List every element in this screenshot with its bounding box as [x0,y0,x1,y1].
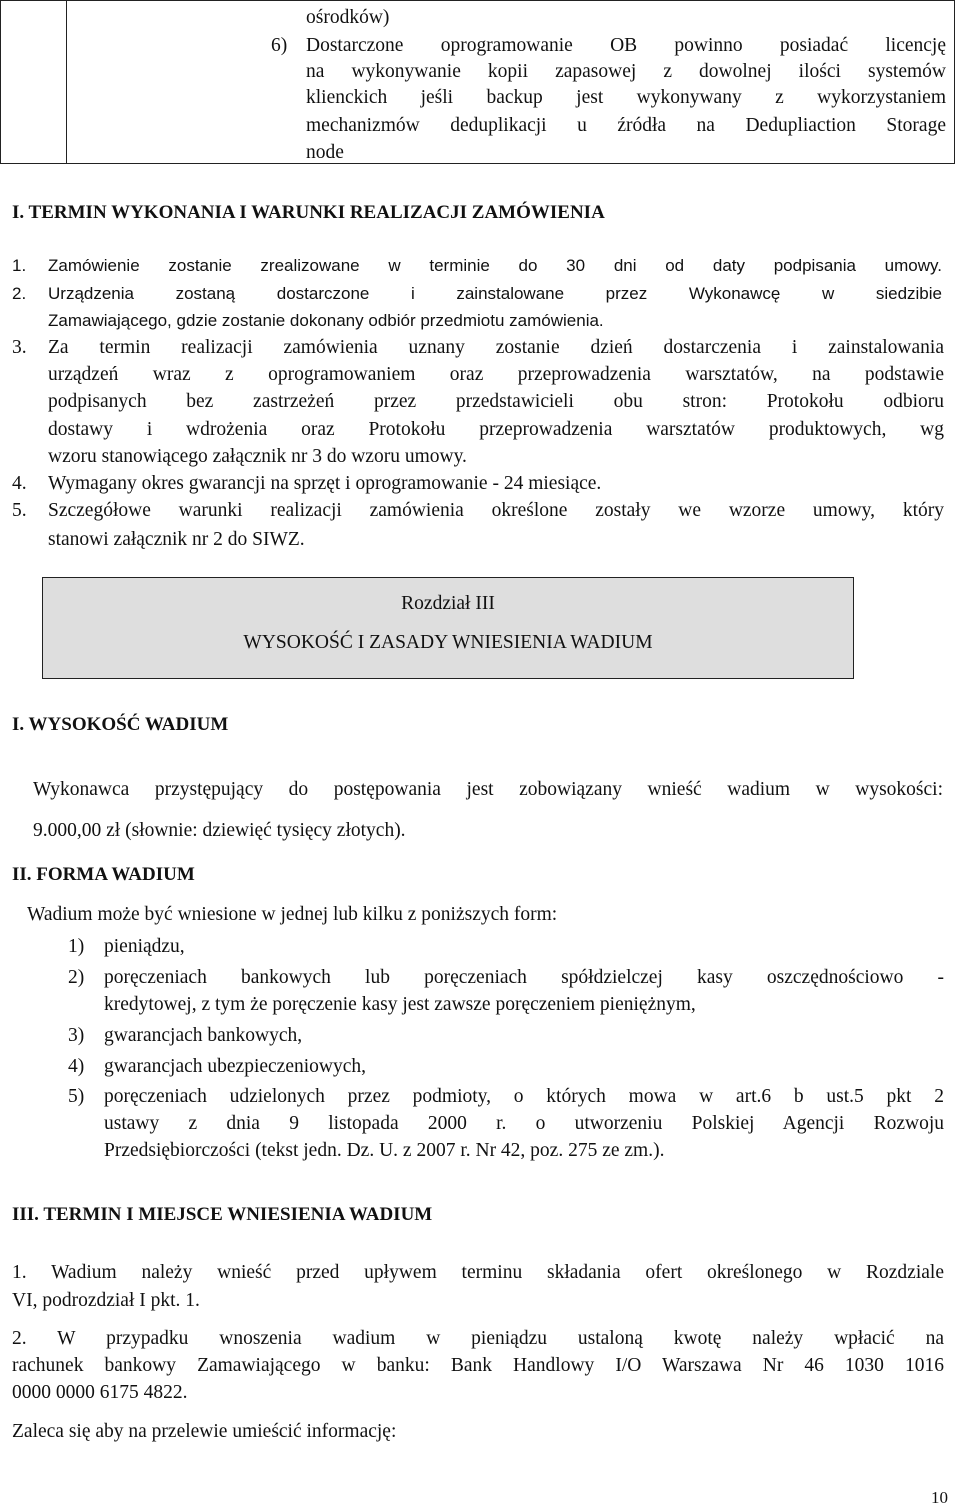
list-item: stanowi załącznik nr 2 do SIWZ. [48,529,305,550]
list-item: poręczeniach udzielonych przez podmioty, o których mowa w art.6 b ust.5 pkt 2 [104,1086,944,1107]
list-item: ustawy z dnia 9 listopada 2000 r. o utworzeniu Polskiej Agencji Rozwoju [104,1113,944,1134]
item-6-number: 6) [271,35,288,56]
section-heading: I. TERMIN WYKONANIA I WARUNKI REALIZACJI ZAMÓWIENIA [12,202,605,223]
item-6-line: Dostarczone oprogramowanie OB powinno posiadać licencję [306,35,946,56]
list-item: Szczegółowe warunki realizacji zamówienia określone zostały we wzorze umowy, który [48,500,944,521]
section-heading: II. FORMA WADIUM [12,864,195,885]
list-item: gwarancjach bankowych, [104,1025,303,1046]
list-number: 1) [68,936,85,957]
page-number: 10 [931,1488,948,1507]
list-item: wzoru stanowiącego załącznik nr 3 do wzoru umowy. [48,446,467,467]
list-item: Zamawiającego, gdzie zostanie dokonany odbiór przedmiotu zamówienia. [48,311,604,330]
list-item: Przedsiębiorczości (tekst jedn. Dz. U. z 2007 r. Nr 42, poz. 275 ze zm.). [104,1140,665,1161]
chapter-title: Rozdział III [401,593,495,614]
item-6-line: node [306,142,344,163]
list-number: 3. [12,337,27,358]
list-number: 3) [68,1025,85,1046]
item-6-line: na wykonywanie kopii zapasowej z dowolnej ilości systemów [306,61,946,82]
paragraph-line: Wykonawca przystępujący do postępowania jest zobowiązany wnieść wadium w wysokości: [33,779,943,800]
paragraph-line: Wadium może być wniesione w jednej lub kilku z poniższych form: [27,904,558,925]
list-item: Za termin realizacji zamówienia uznany zostanie dzień dostarczenia i zainstalowania [48,337,944,358]
list-item: Wymagany okres gwarancji na sprzęt i oprogramowanie - 24 miesiące. [48,473,602,494]
list-item: Urządzenia zostaną dostarczone i zainstalowane przez Wykonawcę w siedzibie [48,284,942,303]
continuation-text: ośrodków) [306,7,390,28]
paragraph-line: 2. W przypadku wnoszenia wadium w pieniądzu ustaloną kwotę należy wpłacić na [12,1328,944,1349]
table-divider [66,1,67,163]
list-item: pieniądzu, [104,936,185,957]
list-number: 2. [12,284,27,303]
chapter-subtitle: WYSOKOŚĆ I ZASADY WNIESIENIA WADIUM [243,632,653,653]
list-item: poręczeniach bankowych lub poręczeniach spółdzielczej kasy oszczędnościowo - [104,967,944,988]
list-number: 5) [68,1086,85,1107]
list-number: 4) [68,1056,85,1077]
paragraph-line: 1. Wadium należy wnieść przed upływem terminu składania ofert określonego w Rozdziale [12,1262,944,1283]
list-number: 1. [12,256,27,275]
paragraph-line: rachunek bankowy Zamawiającego w banku: Bank Handlowy I/O Warszawa Nr 46 1030 1016 [12,1355,944,1376]
section-heading: III. TERMIN I MIEJSCE WNIESIENIA WADIUM [12,1204,433,1225]
list-number: 5. [12,500,27,521]
list-number: 2) [68,967,85,988]
list-item: kredytowej, z tym że poręczenie kasy jest zawsze poręczeniem pieniężnym, [104,994,696,1015]
list-number: 4. [12,473,27,494]
list-item: podpisanych bez zastrzeżeń przez przedstawicieli obu stron: Protokołu odbioru [48,391,944,412]
item-6-line: klienckich jeśli backup jest wykonywany z wykorzystaniem [306,87,946,108]
paragraph-line: Zaleca się aby na przelewie umieścić informację: [12,1421,397,1442]
paragraph-line: VI, podrozdział I pkt. 1. [12,1290,200,1311]
item-6-line: mechanizmów deduplikacji u źródła na Dedupliaction Storage [306,115,946,136]
list-item: Zamówienie zostanie zrealizowane w terminie do 30 dni od daty podpisania umowy. [48,256,942,275]
list-item: urządzeń wraz z oprogramowaniem oraz przeprowadzenia warsztatów, na podstawie [48,364,944,385]
paragraph-line: 9.000,00 zł (słownie: dziewięć tysięcy złotych). [33,820,406,841]
list-item: gwarancjach ubezpieczeniowych, [104,1056,367,1077]
paragraph-line: 0000 0000 6175 4822. [12,1382,188,1403]
section-heading: I. WYSOKOŚĆ WADIUM [12,714,229,735]
list-item: dostawy i wdrożenia oraz Protokołu przeprowadzenia warsztatów produktowych, wg [48,419,944,440]
